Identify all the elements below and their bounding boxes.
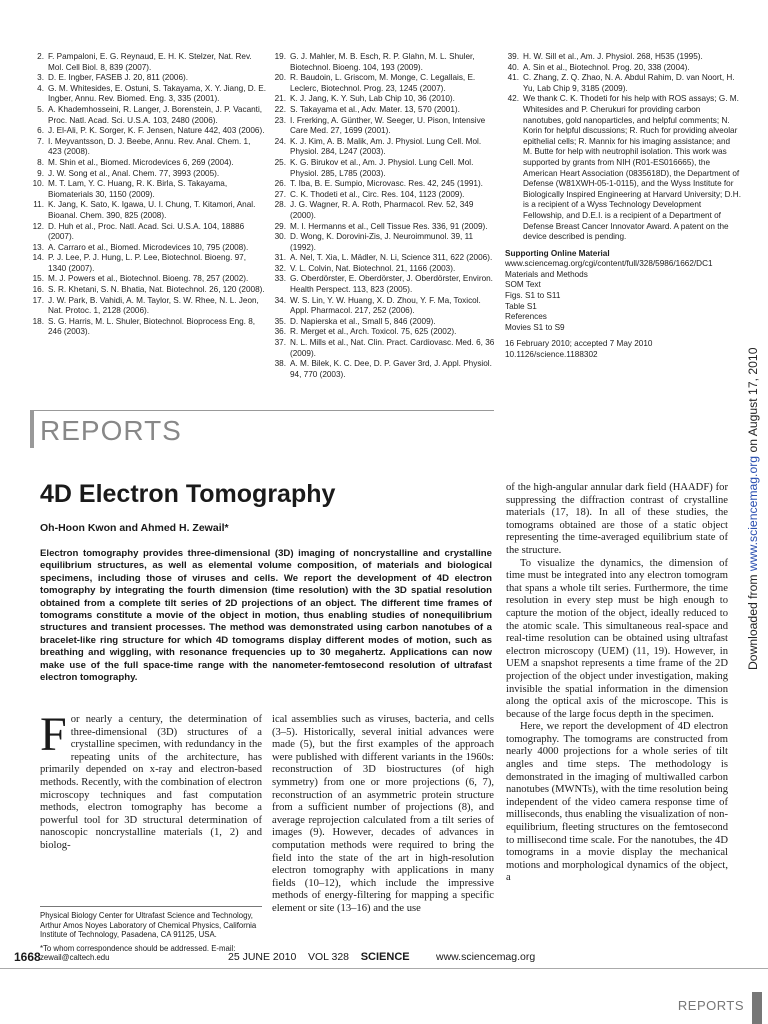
reference-number: 10.: [32, 179, 44, 189]
issue-volume: VOL 328: [307, 951, 350, 963]
reference-item: [30, 222, 266, 243]
reference-text: M. Shin et al., Biomed. Microdevices 6, 269 (2004).: [48, 157, 234, 167]
reference-text: A. M. Bilek, K. C. Dee, D. P. Gaver 3rd, J. Appl. Physiol. 94, 770 (2003).: [290, 359, 492, 379]
reference-number: 30.: [274, 232, 286, 242]
reference-text: M. J. Powers et al., Biotechnol. Bioeng. 78, 257 (2002).: [48, 274, 249, 284]
reference-number: 4.: [37, 83, 44, 93]
reference-number: 14.: [32, 253, 44, 263]
reference-item: [272, 158, 498, 179]
reference-text: G. Oberdörster, E. Oberdörster, J. Oberdörster, Environ. Health Perspect. 113, 823 (2005).: [290, 274, 493, 295]
reference-text: G. J. Mahler, M. B. Esch, R. P. Glahn, M. L. Shuler, Biotechnol. Bioeng. 104, 193 (2009).: [290, 52, 475, 72]
received-accepted: 16 February 2010; accepted 7 May 2010: [505, 339, 653, 349]
page-number: 1668: [14, 950, 41, 964]
reference-number: 16.: [32, 285, 44, 295]
reference-item: [30, 52, 266, 73]
reference-item: [272, 73, 498, 94]
reference-item: [505, 73, 741, 94]
reference-item: [30, 73, 266, 84]
reference-text: K. J. Jang, K. Y. Suh, Lab Chip 10, 36 (2010).: [290, 94, 455, 104]
affiliation-address: Physical Biology Center for Ultrafast Science and Technology, Arthur Amos Noyes Laboratory of Chemical Physics, California Institute of Technology, Pasadena, CA 91125, USA.: [40, 911, 257, 940]
reference-number: 6.: [37, 126, 44, 136]
body-text-1: or nearly a century, the determination of three-dimensional (3D) structures of a crystalline specimen, with redundancy in the repeating units of the architecture, has primarily depended on x-ray and electron-based methods. Recently, with the combination of electron microscopy techniques and fast computation methods, electron tomography has become a powerful tool for 3D structural determination of nanoscopic noncrystalline materials (1, 2) and biolog-: [40, 714, 262, 851]
dropcap: F: [40, 708, 67, 761]
reference-text: S. Takayama et al., Adv. Mater. 13, 570 (2001).: [290, 104, 460, 114]
reference-text: C. K. Thodeti et al., Circ. Res. 104, 1123 (2009).: [290, 189, 465, 199]
reference-number: 26.: [274, 179, 286, 189]
reference-text: C. Zhang, Z. Q. Zhao, N. A. Abdul Rahim, D. van Noort, H. Yu, Lab Chip 9, 3185 (2009).: [523, 73, 735, 93]
reference-text: We thank C. K. Thodeti for his help with ROS assays; G. M. Whitesides and P. Cherukuri for providing carbon nanotubes, gold nanoparticles, and helpful comments; N. Korin for helpful discussions; R. Ruch for providing alveolar epithelial cells; R. Mannix for his imaging assistance; and M. Butte for help with neutrophil isolation. This work was supported by grants from NIH (R01-ES016665), the American Heart Association (0835618D), the Department of Defense (W81XWH-05-1-0115), and the Wyss Institute for Biologically Inspired Engineering at Harvard University; D.H. is a recipient of a Wyss Technology Development Fellowship, and D.E.I. is a recipient of a Department of Defense Breast Cancer Innovator Award. A patent on the device described is pending.: [523, 94, 741, 242]
reference-item: [30, 158, 266, 169]
journal-name: SCIENCE: [360, 951, 410, 963]
reference-item: [30, 243, 266, 254]
reference-number: 40.: [507, 62, 519, 72]
body-paragraph: of the high-angular annular dark field (HAADF) for suppressing the diffraction contrast of crystalline materials (17, 18). In all of these studies, the tomograms obtained are those of a static object representing the time-averaged equilibrium state of the structure.: [506, 482, 728, 556]
section-banner: [30, 410, 494, 448]
reference-number: 39.: [507, 52, 519, 61]
reference-number: 33.: [274, 274, 286, 284]
reference-item: [272, 253, 498, 264]
reference-text: D. Napierska et al., Small 5, 846 (2009).: [290, 316, 436, 326]
reference-number: 23.: [274, 115, 286, 125]
reference-item: [272, 222, 498, 233]
reference-text: S. R. Khetani, S. N. Bhatia, Nat. Biotechnol. 26, 120 (2008).: [48, 285, 265, 295]
reference-number: 21.: [274, 94, 286, 104]
references-column-2: [272, 52, 498, 380]
doi[interactable]: 10.1126/science.1188302: [505, 350, 598, 360]
reference-item: [272, 179, 498, 190]
reference-item: [272, 116, 498, 137]
body-paragraph: Here, we report the development of 4D electron tomography. The tomograms are constructed from nearly 4000 projections for a whole series of tilt angles and time steps. The methodology is demonstrated in the imaging of multiwalled carbon nanotubes (MWNTs), with the time resolution being independent of the video camera response time of milliseconds, thus enabling the visualization of non-equilibrium, fleeting structures on the femtosecond to millisecond time scale. For the nanotubes, the 4D tomograms in a movie display the mechanical motions and morphological dynamics of the object, a: [506, 721, 728, 884]
body-column-1: [40, 708, 262, 853]
body-paragraph: To visualize the dynamics, the dimension of time must be integrated into any electron tomogram that spans a whole tilt series. Furthermore, the time resolution in every step must be high enough to capture the motion of the object, ideally reduced to the atomic scale. This simultaneous real-space and real-time resolution can be obtained using ultrafast electron microscopy (UEM) (11, 19). However, in UEM a snapshot represents a time frame of the 2D projection of the object under investigation, making invisible the spatial information in the dimension along the optical axis of the microscope. This is because of the large focus depth in the specimen.: [506, 557, 728, 720]
reference-text: D. Wong, K. Dorovini-Zis, J. Neuroimmunol. 39, 11 (1992).: [290, 232, 474, 252]
reference-number: 24.: [274, 136, 286, 146]
reference-item: [30, 253, 266, 274]
reference-item: [272, 52, 498, 73]
reference-number: 25.: [274, 157, 286, 167]
reference-item: [272, 274, 498, 295]
reference-text: D. Huh et al., Proc. Natl. Acad. Sci. U.S.A. 104, 18886 (2007).: [48, 221, 245, 242]
reference-item: [272, 359, 498, 380]
reference-text: K. J. Kim, A. B. Malik, Am. J. Physiol. Lung Cell. Mol. Physiol. 284, L247 (2003).: [290, 136, 482, 157]
reference-number: 36.: [274, 327, 286, 337]
footer-divider: [0, 968, 768, 969]
reference-number: 42.: [507, 94, 519, 104]
authors: Oh-Hoon Kwon and Ahmed H. Zewail*: [40, 522, 229, 534]
reference-text: A. Khademhosseini, R. Langer, J. Borenstein, J. P. Vacanti, Proc. Natl. Acad. Sci. U.S.A. 103, 2480 (2006).: [48, 104, 263, 125]
reference-number: 2.: [37, 52, 44, 61]
som-item: SOM Text: [505, 280, 541, 290]
som-heading: Supporting Online Material: [505, 248, 610, 258]
references-column-1: [30, 52, 266, 338]
reference-number: 20.: [274, 73, 286, 83]
reference-item: [30, 317, 266, 338]
reference-number: 41.: [507, 73, 519, 83]
som-item: References: [505, 312, 547, 322]
reference-item: [272, 94, 498, 105]
reference-number: 37.: [274, 338, 286, 348]
reference-item: [30, 296, 266, 317]
issue-info: [228, 951, 410, 963]
body-text-2: ical assemblies such as viruses, bacteria, and cells (3–5). Historically, several initial advances were made (5), but the first examples of the approach were published with different variants in the 1960s: reconstruction of 3D biostructures (of high symmetry) from one or more projections (6, 7), reconstruction of an asymmetric protein structure from a sufficient number of projections (8), and average reprojection calculated from a tilt series of images (9). However, decades of advances in computation methods were required to bring the field into the state of the art in high-resolution electron tomography with applications in many fields (10–12), which include the impressive methods of energy-filtering for mapping a specific element or site (13–16) and the use: [272, 714, 494, 914]
reference-item: [272, 190, 498, 201]
reference-text: W. S. Lin, Y. W. Huang, X. D. Zhou, Y. F. Ma, Toxicol. Appl. Pharmacol. 217, 252 (2006).: [290, 295, 481, 316]
reference-text: J. G. Wagner, R. A. Roth, Pharmacol. Rev. 52, 349 (2000).: [290, 200, 474, 220]
reference-number: 38.: [274, 359, 286, 369]
reference-item: [272, 137, 498, 158]
reference-number: 5.: [37, 104, 44, 114]
references-column-3: [505, 52, 741, 361]
reference-number: 18.: [32, 316, 44, 326]
reference-text: V. L. Colvin, Nat. Biotechnol. 21, 1166 (2003).: [290, 263, 456, 273]
som-item: Figs. S1 to S11: [505, 291, 561, 301]
reference-number: 11.: [33, 200, 44, 210]
reference-item: [272, 327, 498, 338]
reference-item: [505, 52, 741, 63]
reference-number: 3.: [37, 73, 44, 83]
reference-number: 27.: [274, 189, 286, 199]
reference-text: A. Carraro et al., Biomed. Microdevices 10, 795 (2008).: [48, 242, 249, 252]
reference-text: K. G. Birukov et al., Am. J. Physiol. Lung Cell. Mol. Physiol. 285, L785 (2003).: [290, 157, 474, 178]
reference-item: [30, 84, 266, 105]
som-item: Table S1: [505, 301, 537, 311]
reference-number: 12.: [32, 221, 44, 231]
issue-date: 25 JUNE 2010: [228, 951, 297, 963]
reference-text: D. E. Ingber, FASEB J. 20, 811 (2006).: [48, 73, 189, 83]
reference-text: J. El-Ali, P. K. Sorger, K. F. Jensen, Nature 442, 403 (2006).: [48, 126, 265, 136]
reference-item: [30, 137, 266, 158]
reference-number: 19.: [274, 52, 286, 61]
reference-item: [505, 63, 741, 74]
reference-text: S. G. Harris, M. L. Shuler, Biotechnol. Bioprocess Eng. 8, 246 (2003).: [48, 316, 256, 337]
reference-item: [272, 105, 498, 116]
abstract: Electron tomography provides three-dimensional (3D) imaging of noncrystalline and crystalline equilibrium structures, as well as elemental volume composition, of materials and biological specimens, including those of viruses and cells. We report the development of 4D electron tomography by integrating the fourth dimension (time resolution) with the 3D spatial resolution obtained from a complete tilt series of 2D projections of an object. The different time frames of tomograms constitute a movie of the object in motion, thus enabling studies of nonequilibrium structures and transient processes. The method was demonstrated using carbon nanotubes of a bracelet-like ring structure for which 4D tomograms display different modes of motion, such as breathing and wiggling, with resonance frequencies up to 30 megahertz. Applications can now make use of the full space-time range with the nanometer-femtosecond resolution of ultrafast electron tomography.: [40, 548, 492, 684]
references-list: [505, 52, 741, 243]
download-site[interactable]: www.sciencemag.org: [746, 455, 760, 572]
section-label: REPORTS: [40, 415, 182, 446]
reference-text: F. Pampaloni, E. G. Reynaud, E. H. K. Stelzer, Nat. Rev. Mol. Cell Biol. 8, 839 (2007).: [48, 52, 252, 72]
som-item: Movies S1 to S9: [505, 322, 565, 332]
reference-number: 13.: [32, 242, 44, 252]
reference-number: 34.: [274, 295, 286, 305]
reference-number: 8.: [37, 157, 44, 167]
reference-text: R. Baudoin, L. Griscom, M. Monge, C. Legallais, E. Leclerc, Biotechnol. Prog. 23, 1245 (2007).: [290, 73, 476, 93]
journal-url[interactable]: www.sciencemag.org: [436, 951, 536, 963]
body-column-2: [272, 714, 494, 916]
reference-text: H. W. Sill et al., Am. J. Physiol. 268, H535 (1995).: [523, 52, 703, 61]
reference-item: [30, 274, 266, 285]
reference-number: 32.: [274, 263, 286, 273]
reference-item: [30, 200, 266, 221]
reference-item: [272, 264, 498, 275]
download-suffix: on August 17, 2010: [746, 347, 760, 456]
reference-number: 28.: [274, 200, 286, 210]
som-item: Materials and Methods: [505, 269, 588, 279]
reference-text: A. Sin et al., Biotechnol. Prog. 20, 338 (2004).: [523, 62, 690, 72]
reference-item: [272, 232, 498, 253]
body-column-3: [506, 482, 728, 885]
reference-text: A. Nel, T. Xia, L. Mädler, N. Li, Science 311, 622 (2006).: [290, 253, 493, 263]
reference-text: N. L. Mills et al., Nat. Clin. Pract. Cardiovasc. Med. 6, 36 (2009).: [290, 338, 495, 358]
article-title: 4D Electron Tomography: [40, 480, 336, 508]
bottom-section-bar: [752, 992, 762, 1024]
reference-item: [272, 296, 498, 317]
reference-item: [30, 169, 266, 180]
reference-text: M. T. Lam, Y. C. Huang, R. K. Birla, S. Takayama, Biomaterials 30, 1150 (2009).: [48, 179, 228, 199]
reference-text: M. I. Hermanns et al., Cell Tissue Res. 336, 91 (2009).: [290, 221, 488, 231]
reference-item: [272, 200, 498, 221]
correspondence: *To whom correspondence should be addressed. E-mail: zewail@caltech.edu: [40, 943, 236, 963]
reference-number: 29.: [274, 221, 286, 231]
reference-text: R. Merget et al., Arch. Toxicol. 75, 625 (2002).: [290, 327, 457, 337]
reference-text: K. Jang, K. Sato, K. Igawa, U. I. Chung, T. Kitamori, Anal. Bioanal. Chem. 390, 825 (2008).: [48, 200, 256, 220]
reference-number: 31.: [274, 253, 286, 263]
reference-number: 9.: [37, 168, 44, 178]
reference-text: J. W. Park, B. Vahidi, A. M. Taylor, S. W. Rhee, N. L. Jeon, Nat. Protoc. 1, 2128 (2006).: [48, 295, 259, 316]
reference-item: [30, 126, 266, 137]
download-prefix: Downloaded from: [746, 571, 760, 670]
reference-item: [505, 94, 741, 242]
reference-number: 35.: [274, 316, 286, 326]
reference-number: 22.: [274, 104, 286, 114]
reference-text: I. Meyvantsson, D. J. Beebe, Annu. Rev. Anal. Chem. 1, 423 (2008).: [48, 136, 251, 157]
reference-text: I. Frerking, A. Günther, W. Seeger, U. Pison, Intensive Care Med. 27, 1699 (2001).: [290, 115, 486, 136]
reference-text: J. W. Song et al., Anal. Chem. 77, 3993 (2005).: [48, 168, 220, 178]
reference-number: 7.: [37, 136, 44, 146]
reference-item: [30, 179, 266, 200]
reference-text: T. Iba, B. E. Sumpio, Microvasc. Res. 42, 245 (1991).: [290, 179, 483, 189]
reference-text: P. J. Lee, P. J. Hung, L. P. Lee, Biotechnol. Bioeng. 97, 1340 (2007).: [48, 253, 247, 273]
reference-item: [30, 105, 266, 126]
reference-item: [272, 317, 498, 328]
download-note: [746, 290, 764, 670]
reference-text: G. M. Whitesides, E. Ostuni, S. Takayama, X. Y. Jiang, D. E. Ingber, Annu. Rev. Biomed. Eng. 3, 335 (2001).: [48, 83, 266, 104]
reference-number: 17.: [32, 295, 44, 305]
som-url[interactable]: www.sciencemag.org/cgi/content/full/328/5986/1662/DC1: [505, 259, 713, 269]
reference-number: 15.: [32, 274, 44, 284]
page-footer: [0, 948, 768, 978]
som-items: [505, 270, 741, 334]
reference-item: [30, 285, 266, 296]
bottom-section-label: REPORTS: [677, 998, 744, 1013]
reference-item: [272, 338, 498, 359]
